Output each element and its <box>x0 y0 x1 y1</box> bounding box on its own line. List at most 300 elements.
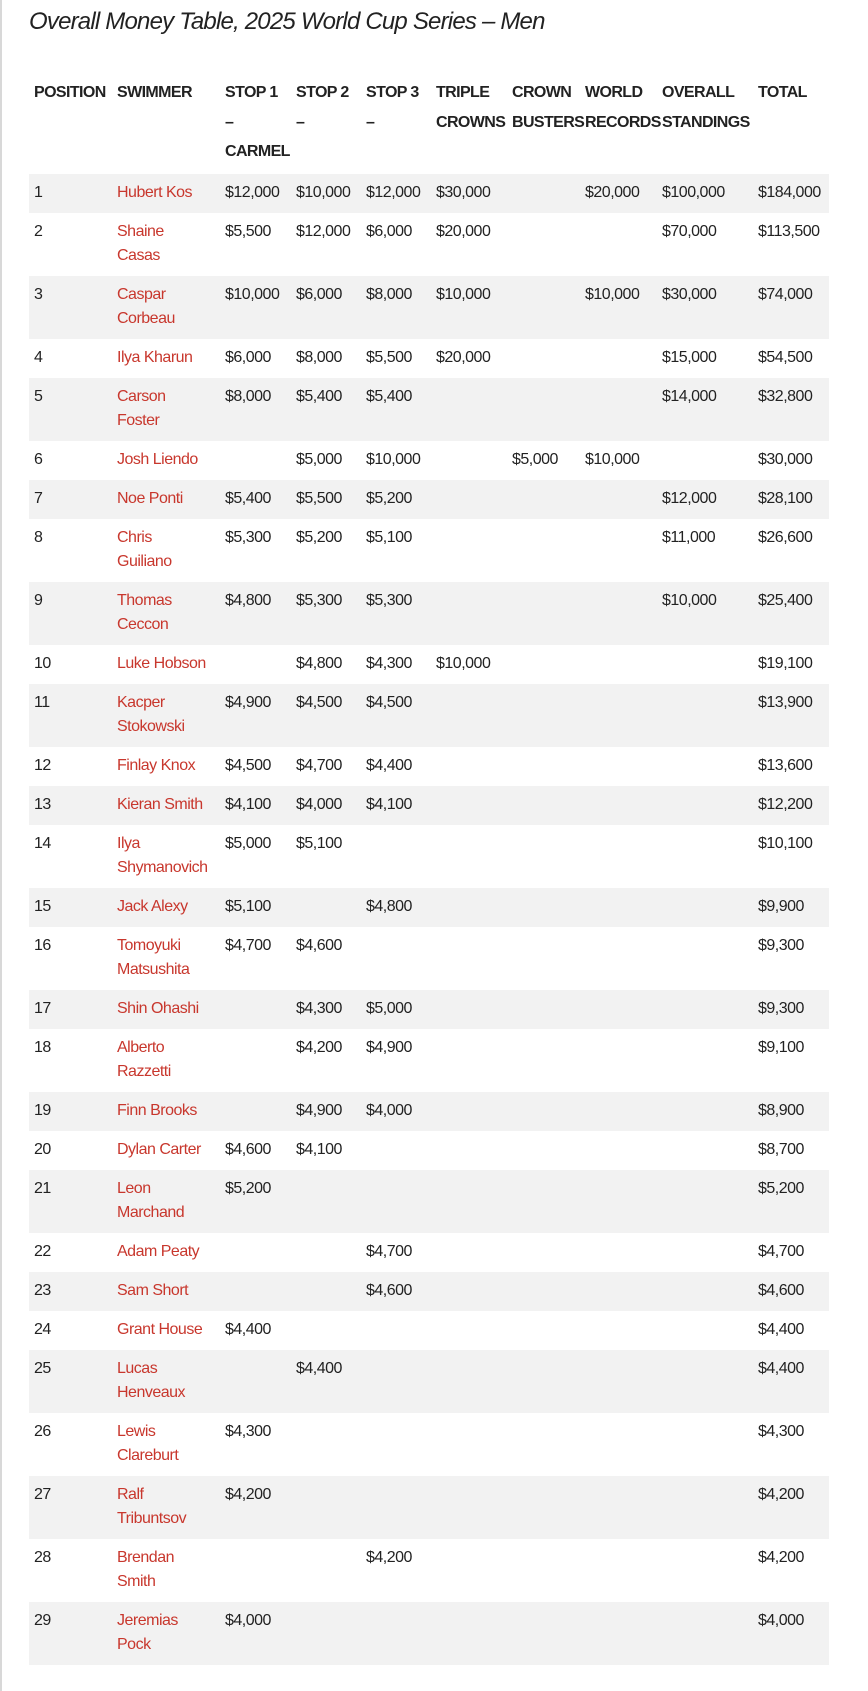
stop2-cell: $5,100 <box>296 835 342 852</box>
triple-crowns-cell <box>436 927 512 990</box>
position-cell: 23 <box>34 1282 51 1299</box>
money-table <box>29 78 829 1665</box>
swimmer-link[interactable]: Shin Ohashi <box>117 1000 199 1017</box>
stop1-cell: $4,100 <box>225 796 271 813</box>
table-row <box>29 213 829 276</box>
swimmer-cell <box>117 786 225 825</box>
swimmer-cell <box>117 927 225 990</box>
total-cell: $9,300 <box>758 1000 804 1017</box>
total-cell: $4,000 <box>758 1612 804 1629</box>
stop1-cell: $5,400 <box>225 490 271 507</box>
table-row <box>29 519 829 582</box>
triple-crowns-cell <box>436 825 512 888</box>
position-cell: 18 <box>34 1039 51 1056</box>
swimmer-link[interactable]: Shaine <box>117 223 164 240</box>
table-row <box>29 1131 829 1170</box>
stop3-cell: $8,000 <box>366 286 412 303</box>
triple-crowns-cell <box>436 1029 512 1092</box>
triple-crowns-cell <box>436 1350 512 1413</box>
world-records-cell <box>585 684 662 747</box>
stop1-cell <box>225 441 296 480</box>
position-cell: 21 <box>34 1180 51 1197</box>
column-header-stop-2 <box>296 78 366 174</box>
column-header-text: OVERALL <box>662 84 735 101</box>
stop1-cell: $10,000 <box>225 286 280 303</box>
swimmer-link[interactable]: Lewis <box>117 1423 156 1440</box>
table-row <box>29 684 829 747</box>
swimmer-link[interactable]: Ralf <box>117 1486 144 1503</box>
crown-busters-cell <box>512 1539 585 1602</box>
world-records-cell <box>585 825 662 888</box>
stop1-cell: $5,100 <box>225 898 271 915</box>
column-header-crown-busters <box>512 78 585 174</box>
stop3-cell: $4,500 <box>366 694 412 711</box>
total-cell: $28,100 <box>758 490 813 507</box>
swimmer-cell <box>117 1602 225 1665</box>
position-cell: 24 <box>34 1321 51 1338</box>
total-cell: $113,500 <box>758 223 820 240</box>
stop1-cell <box>225 1272 296 1311</box>
triple-crowns-cell <box>436 1170 512 1233</box>
crown-busters-cell <box>512 786 585 825</box>
swimmer-link[interactable]: Finlay Knox <box>117 757 196 774</box>
swimmer-link[interactable]: Carson <box>117 388 166 405</box>
swimmer-cell <box>117 1029 225 1092</box>
column-header-text: BUSTERS <box>512 113 585 131</box>
stop3-cell: $4,200 <box>366 1549 412 1566</box>
swimmer-cell <box>117 825 225 888</box>
swimmer-link[interactable]: Caspar <box>117 286 166 303</box>
swimmer-cell <box>117 441 225 480</box>
swimmer-cell <box>117 747 225 786</box>
triple-crowns-cell <box>436 1092 512 1131</box>
position-cell: 22 <box>34 1243 51 1260</box>
total-cell: $13,900 <box>758 694 813 711</box>
stop3-cell: $4,700 <box>366 1243 412 1260</box>
total-cell: $4,700 <box>758 1243 804 1260</box>
swimmer-link[interactable]: Smith <box>117 1573 156 1590</box>
stop1-cell: $4,900 <box>225 694 271 711</box>
header-row <box>29 78 829 174</box>
swimmer-link[interactable]: Tribuntsov <box>117 1510 187 1527</box>
stop2-cell: $6,000 <box>296 286 342 303</box>
overall-standings-cell: $14,000 <box>662 388 717 405</box>
column-header-text: – <box>366 113 375 131</box>
crown-busters-cell <box>512 582 585 645</box>
world-records-cell <box>585 1476 662 1539</box>
swimmer-link[interactable]: Corbeau <box>117 310 175 327</box>
stop2-cell <box>296 888 366 927</box>
swimmer-cell <box>117 480 225 519</box>
stop2-cell <box>296 1233 366 1272</box>
swimmer-link[interactable]: Lucas <box>117 1360 158 1377</box>
stop1-cell: $8,000 <box>225 388 271 405</box>
swimmer-link[interactable]: Ilya Kharun <box>117 349 193 366</box>
world-records-cell <box>585 378 662 441</box>
stop1-cell <box>225 1029 296 1092</box>
world-records-cell <box>585 927 662 990</box>
total-cell: $10,100 <box>758 835 813 852</box>
crown-busters-cell <box>512 684 585 747</box>
stop1-cell <box>225 1350 296 1413</box>
crown-busters-cell <box>512 1413 585 1476</box>
table-row <box>29 747 829 786</box>
column-header-text: – <box>225 113 234 131</box>
overall-standings-cell: $11,000 <box>662 529 716 546</box>
table-row <box>29 276 829 339</box>
stop1-cell: $4,400 <box>225 1321 271 1338</box>
table-row <box>29 990 829 1029</box>
triple-crowns-cell <box>436 990 512 1029</box>
position-cell: 14 <box>34 835 51 852</box>
stop1-cell: $6,000 <box>225 349 271 366</box>
table-row <box>29 888 829 927</box>
column-header-text: WORLD <box>585 84 643 101</box>
column-header-text: CROWNS <box>436 113 506 131</box>
table-row <box>29 927 829 990</box>
overall-standings-cell <box>662 684 758 747</box>
swimmer-link[interactable]: Grant House <box>117 1321 203 1338</box>
total-cell: $4,200 <box>758 1486 804 1503</box>
total-cell: $19,100 <box>758 655 813 672</box>
column-header-text: STANDINGS <box>662 113 750 131</box>
column-header-world-records <box>585 78 662 174</box>
swimmer-cell <box>117 378 225 441</box>
position-cell: 25 <box>34 1360 51 1377</box>
stop3-cell <box>366 927 436 990</box>
triple-crowns-cell <box>436 1602 512 1665</box>
stop3-cell: $4,100 <box>366 796 412 813</box>
stop3-cell <box>366 825 436 888</box>
stop1-cell: $4,500 <box>225 757 271 774</box>
crown-busters-cell <box>512 645 585 684</box>
swimmer-link[interactable]: Matsushita <box>117 961 190 978</box>
total-cell: $5,200 <box>758 1180 804 1197</box>
swimmer-cell <box>117 582 225 645</box>
triple-crowns-cell <box>436 1413 512 1476</box>
overall-standings-cell <box>662 441 758 480</box>
stop3-cell: $5,400 <box>366 388 412 405</box>
column-header-text: POSITION <box>34 84 106 101</box>
position-cell: 13 <box>34 796 51 813</box>
column-header-stop-3 <box>366 78 436 174</box>
crown-busters-cell: $5,000 <box>512 451 558 468</box>
table-row <box>29 1029 829 1092</box>
triple-crowns-cell <box>436 1539 512 1602</box>
world-records-cell <box>585 1170 662 1233</box>
swimmer-link[interactable]: Dylan Carter <box>117 1141 201 1158</box>
total-cell: $184,000 <box>758 184 821 201</box>
overall-standings-cell <box>662 645 758 684</box>
stop1-cell: $5,300 <box>225 529 271 546</box>
column-header-text: CROWN <box>512 84 572 101</box>
crown-busters-cell <box>512 927 585 990</box>
table-row <box>29 1476 829 1539</box>
stop3-cell: $4,300 <box>366 655 412 672</box>
swimmer-cell <box>117 339 225 378</box>
position-cell: 5 <box>34 388 43 405</box>
table-row <box>29 1602 829 1665</box>
overall-standings-cell <box>662 1413 758 1476</box>
overall-standings-cell <box>662 990 758 1029</box>
stop2-cell <box>296 1539 366 1602</box>
stop1-cell: $12,000 <box>225 184 280 201</box>
stop2-cell <box>296 1413 366 1476</box>
swimmer-link[interactable]: Brendan <box>117 1549 174 1566</box>
stop2-cell: $5,500 <box>296 490 342 507</box>
swimmer-cell <box>117 1092 225 1131</box>
position-cell: 6 <box>34 451 43 468</box>
crown-busters-cell <box>512 276 585 339</box>
world-records-cell <box>585 1092 662 1131</box>
stop1-cell <box>225 645 296 684</box>
triple-crowns-cell <box>436 888 512 927</box>
world-records-cell <box>585 1233 662 1272</box>
table-row <box>29 174 829 213</box>
column-header-swimmer <box>117 78 225 174</box>
position-cell: 9 <box>34 592 43 609</box>
column-header-stop-1-carmel <box>225 78 296 174</box>
swimmer-cell <box>117 1233 225 1272</box>
table-row <box>29 480 829 519</box>
total-cell: $4,400 <box>758 1321 804 1338</box>
world-records-cell <box>585 990 662 1029</box>
swimmer-link[interactable]: Razzetti <box>117 1063 171 1080</box>
stop1-cell <box>225 1539 296 1602</box>
swimmer-link[interactable]: Alberto <box>117 1039 165 1056</box>
table-row <box>29 1170 829 1233</box>
total-cell: $13,600 <box>758 757 813 774</box>
position-cell: 11 <box>34 694 50 711</box>
swimmer-cell <box>117 1413 225 1476</box>
crown-busters-cell <box>512 480 585 519</box>
stop3-cell <box>366 1170 436 1233</box>
stop1-cell: $4,800 <box>225 592 271 609</box>
table-header <box>29 78 829 174</box>
swimmer-link[interactable]: Josh Liendo <box>117 451 198 468</box>
swimmer-cell <box>117 519 225 582</box>
stop3-cell: $5,000 <box>366 1000 412 1017</box>
world-records-cell <box>585 1413 662 1476</box>
stop2-cell <box>296 1170 366 1233</box>
column-header-triple-crowns <box>436 78 512 174</box>
swimmer-link[interactable]: Kieran Smith <box>117 796 203 813</box>
triple-crowns-cell <box>436 1272 512 1311</box>
stop2-cell <box>296 1311 366 1350</box>
position-cell: 28 <box>34 1549 51 1566</box>
swimmer-link[interactable]: Leon <box>117 1180 151 1197</box>
table-body <box>29 174 829 1665</box>
overall-standings-cell: $15,000 <box>662 349 717 366</box>
swimmer-link[interactable]: Tomoyuki <box>117 937 181 954</box>
triple-crowns-cell: $20,000 <box>436 223 491 240</box>
triple-crowns-cell <box>436 786 512 825</box>
position-cell: 10 <box>34 655 51 672</box>
stop2-cell: $4,400 <box>296 1360 342 1377</box>
stop3-cell: $4,800 <box>366 898 412 915</box>
swimmer-link[interactable]: Hubert Kos <box>117 184 193 201</box>
swimmer-link[interactable]: Pock <box>117 1636 151 1653</box>
swimmer-link[interactable]: Guiliano <box>117 553 172 570</box>
swimmer-link[interactable]: Thomas <box>117 592 172 609</box>
triple-crowns-cell <box>436 582 512 645</box>
swimmer-link[interactable]: Henveaux <box>117 1384 186 1401</box>
position-cell: 1 <box>34 184 43 201</box>
crown-busters-cell <box>512 888 585 927</box>
stop3-cell <box>366 1311 436 1350</box>
world-records-cell <box>585 1311 662 1350</box>
stop2-cell <box>296 1272 366 1311</box>
swimmer-link[interactable]: Foster <box>117 412 160 429</box>
table-row <box>29 378 829 441</box>
triple-crowns-cell <box>436 1131 512 1170</box>
total-cell: $4,200 <box>758 1549 804 1566</box>
crown-busters-cell <box>512 213 585 276</box>
total-cell: $9,100 <box>758 1039 804 1056</box>
world-records-cell <box>585 519 662 582</box>
swimmer-link[interactable]: Jack Alexy <box>117 898 188 915</box>
swimmer-link[interactable]: Noe Ponti <box>117 490 183 507</box>
crown-busters-cell <box>512 1029 585 1092</box>
world-records-cell <box>585 1539 662 1602</box>
swimmer-cell <box>117 1539 225 1602</box>
stop2-cell: $12,000 <box>296 223 351 240</box>
stop3-cell <box>366 1602 436 1665</box>
stop3-cell: $4,000 <box>366 1102 412 1119</box>
world-records-cell: $20,000 <box>585 184 640 201</box>
swimmer-link[interactable]: Jeremias <box>117 1612 178 1629</box>
position-cell: 15 <box>34 898 51 915</box>
overall-standings-cell: $12,000 <box>662 490 717 507</box>
world-records-cell <box>585 339 662 378</box>
swimmer-link[interactable]: Kacper <box>117 694 165 711</box>
table-row <box>29 441 829 480</box>
swimmer-link[interactable]: Marchand <box>117 1204 185 1221</box>
position-cell: 27 <box>34 1486 51 1503</box>
swimmer-cell <box>117 213 225 276</box>
stop3-cell: $6,000 <box>366 223 412 240</box>
total-cell: $4,400 <box>758 1360 804 1377</box>
stop2-cell: $4,900 <box>296 1102 342 1119</box>
crown-busters-cell <box>512 174 585 213</box>
crown-busters-cell <box>512 1233 585 1272</box>
table-row <box>29 1350 829 1413</box>
swimmer-cell <box>117 1311 225 1350</box>
swimmer-link[interactable]: Ceccon <box>117 616 169 633</box>
stop1-cell: $5,000 <box>225 835 271 852</box>
triple-crowns-cell <box>436 519 512 582</box>
overall-standings-cell <box>662 1029 758 1092</box>
triple-crowns-cell <box>436 1311 512 1350</box>
triple-crowns-cell: $30,000 <box>436 184 491 201</box>
stop2-cell: $5,000 <box>296 451 342 468</box>
triple-crowns-cell: $10,000 <box>436 655 491 672</box>
triple-crowns-cell <box>436 684 512 747</box>
swimmer-link[interactable]: Stokowski <box>117 718 185 735</box>
position-cell: 8 <box>34 529 43 546</box>
crown-busters-cell <box>512 339 585 378</box>
table-title: Overall Money Table, 2025 World Cup Series – Men <box>29 8 545 35</box>
stop2-cell: $4,200 <box>296 1039 342 1056</box>
triple-crowns-cell <box>436 378 512 441</box>
stop2-cell: $5,400 <box>296 388 342 405</box>
stop1-cell: $4,200 <box>225 1486 271 1503</box>
stop2-cell: $4,300 <box>296 1000 342 1017</box>
swimmer-cell <box>117 1350 225 1413</box>
world-records-cell <box>585 786 662 825</box>
overall-standings-cell: $10,000 <box>662 592 717 609</box>
total-cell: $8,700 <box>758 1141 804 1158</box>
position-cell: 16 <box>34 937 51 954</box>
crown-busters-cell <box>512 1602 585 1665</box>
world-records-cell <box>585 1602 662 1665</box>
world-records-cell <box>585 747 662 786</box>
overall-standings-cell <box>662 1539 758 1602</box>
total-cell: $4,300 <box>758 1423 804 1440</box>
stop2-cell: $5,300 <box>296 592 342 609</box>
swimmer-link[interactable]: Adam Peaty <box>117 1243 200 1260</box>
position-cell: 12 <box>34 757 51 774</box>
swimmer-link[interactable]: Casas <box>117 247 160 264</box>
world-records-cell <box>585 1029 662 1092</box>
column-header-text: STOP 3 <box>366 84 419 101</box>
crown-busters-cell <box>512 1131 585 1170</box>
swimmer-link[interactable]: Chris <box>117 529 152 546</box>
total-cell: $8,900 <box>758 1102 804 1119</box>
position-cell: 2 <box>34 223 43 240</box>
table-row <box>29 1539 829 1602</box>
swimmer-link[interactable]: Luke Hobson <box>117 655 206 672</box>
table-row <box>29 1092 829 1131</box>
triple-crowns-cell <box>436 441 512 480</box>
column-header-overall-standings <box>662 78 758 174</box>
swimmer-cell <box>117 276 225 339</box>
overall-standings-cell <box>662 1233 758 1272</box>
stop1-cell: $4,600 <box>225 1141 271 1158</box>
column-header-text: TOTAL <box>758 84 807 101</box>
stop3-cell: $4,900 <box>366 1039 412 1056</box>
swimmer-link[interactable]: Clareburt <box>117 1447 179 1464</box>
stop1-cell: $5,500 <box>225 223 271 240</box>
swimmer-link[interactable]: Finn Brooks <box>117 1102 197 1119</box>
total-cell: $54,500 <box>758 349 813 366</box>
stop2-cell <box>296 1602 366 1665</box>
swimmer-link[interactable]: Shymanovich <box>117 859 208 876</box>
triple-crowns-cell <box>436 480 512 519</box>
swimmer-cell <box>117 1476 225 1539</box>
position-cell: 3 <box>34 286 43 303</box>
total-cell: $25,400 <box>758 592 813 609</box>
column-header-text: STOP 2 <box>296 84 349 101</box>
swimmer-cell <box>117 1272 225 1311</box>
swimmer-cell <box>117 888 225 927</box>
column-header-total <box>758 78 829 174</box>
crown-busters-cell <box>512 1170 585 1233</box>
swimmer-cell <box>117 1170 225 1233</box>
swimmer-link[interactable]: Sam Short <box>117 1282 189 1299</box>
position-cell: 29 <box>34 1612 51 1629</box>
column-header-text: – <box>296 113 305 131</box>
swimmer-link[interactable]: Ilya <box>117 835 140 852</box>
crown-busters-cell <box>512 378 585 441</box>
stop2-cell: $4,500 <box>296 694 342 711</box>
table-row <box>29 1233 829 1272</box>
overall-standings-cell <box>662 747 758 786</box>
triple-crowns-cell: $20,000 <box>436 349 491 366</box>
swimmer-cell <box>117 645 225 684</box>
stop3-cell: $5,200 <box>366 490 412 507</box>
page-left-border <box>0 0 2 1691</box>
